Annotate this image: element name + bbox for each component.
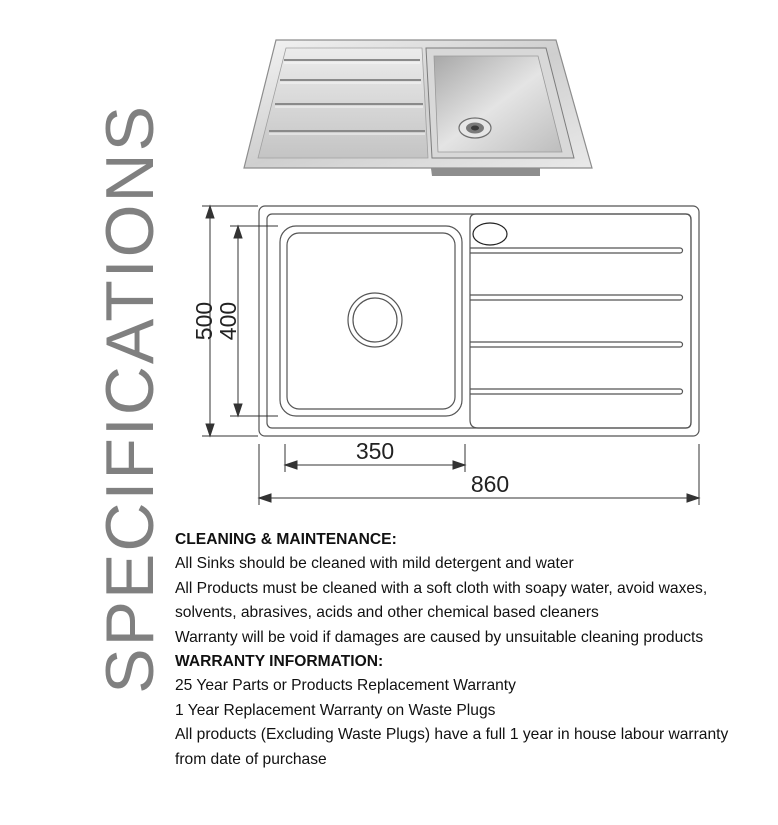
bowl-outline — [280, 226, 462, 416]
sink-outline — [259, 206, 699, 436]
warranty-line: 25 Year Parts or Products Replacement Warranty — [175, 677, 516, 695]
cleaning-line: All Sinks should be cleaned with mild detergent and water — [175, 555, 574, 573]
dimension-350: 350 — [355, 438, 395, 464]
cleaning-heading: CLEANING & MAINTENANCE: — [175, 531, 397, 548]
drain-outline — [348, 293, 402, 347]
cleaning-line: All Products must be cleaned with a soft cloth with soapy water, avoid waxes, solvents, abrasives, acids and other chemical based cleaners — [175, 579, 708, 622]
warranty-line: All products (Excluding Waste Plugs) have a full 1 year in house labour warranty from date of purchase — [175, 726, 729, 768]
cleaning-line: Warranty will be void if damages are caused by unsuitable cleaning products — [175, 628, 704, 646]
page-side-title: SPECIFICATIONS — [92, 104, 168, 694]
sink-dimension-drawing — [180, 200, 720, 510]
sink-product-image — [240, 36, 600, 186]
tap-hole — [473, 223, 507, 245]
dimension-500: 500 — [191, 301, 217, 341]
warranty-heading: WARRANTY INFORMATION: — [175, 653, 384, 671]
specifications-text — [175, 528, 735, 772]
dimension-400: 400 — [215, 301, 241, 341]
warranty-line: 1 Year Replacement Warranty on Waste Plugs — [175, 701, 496, 719]
dimension-860: 860 — [470, 471, 510, 497]
